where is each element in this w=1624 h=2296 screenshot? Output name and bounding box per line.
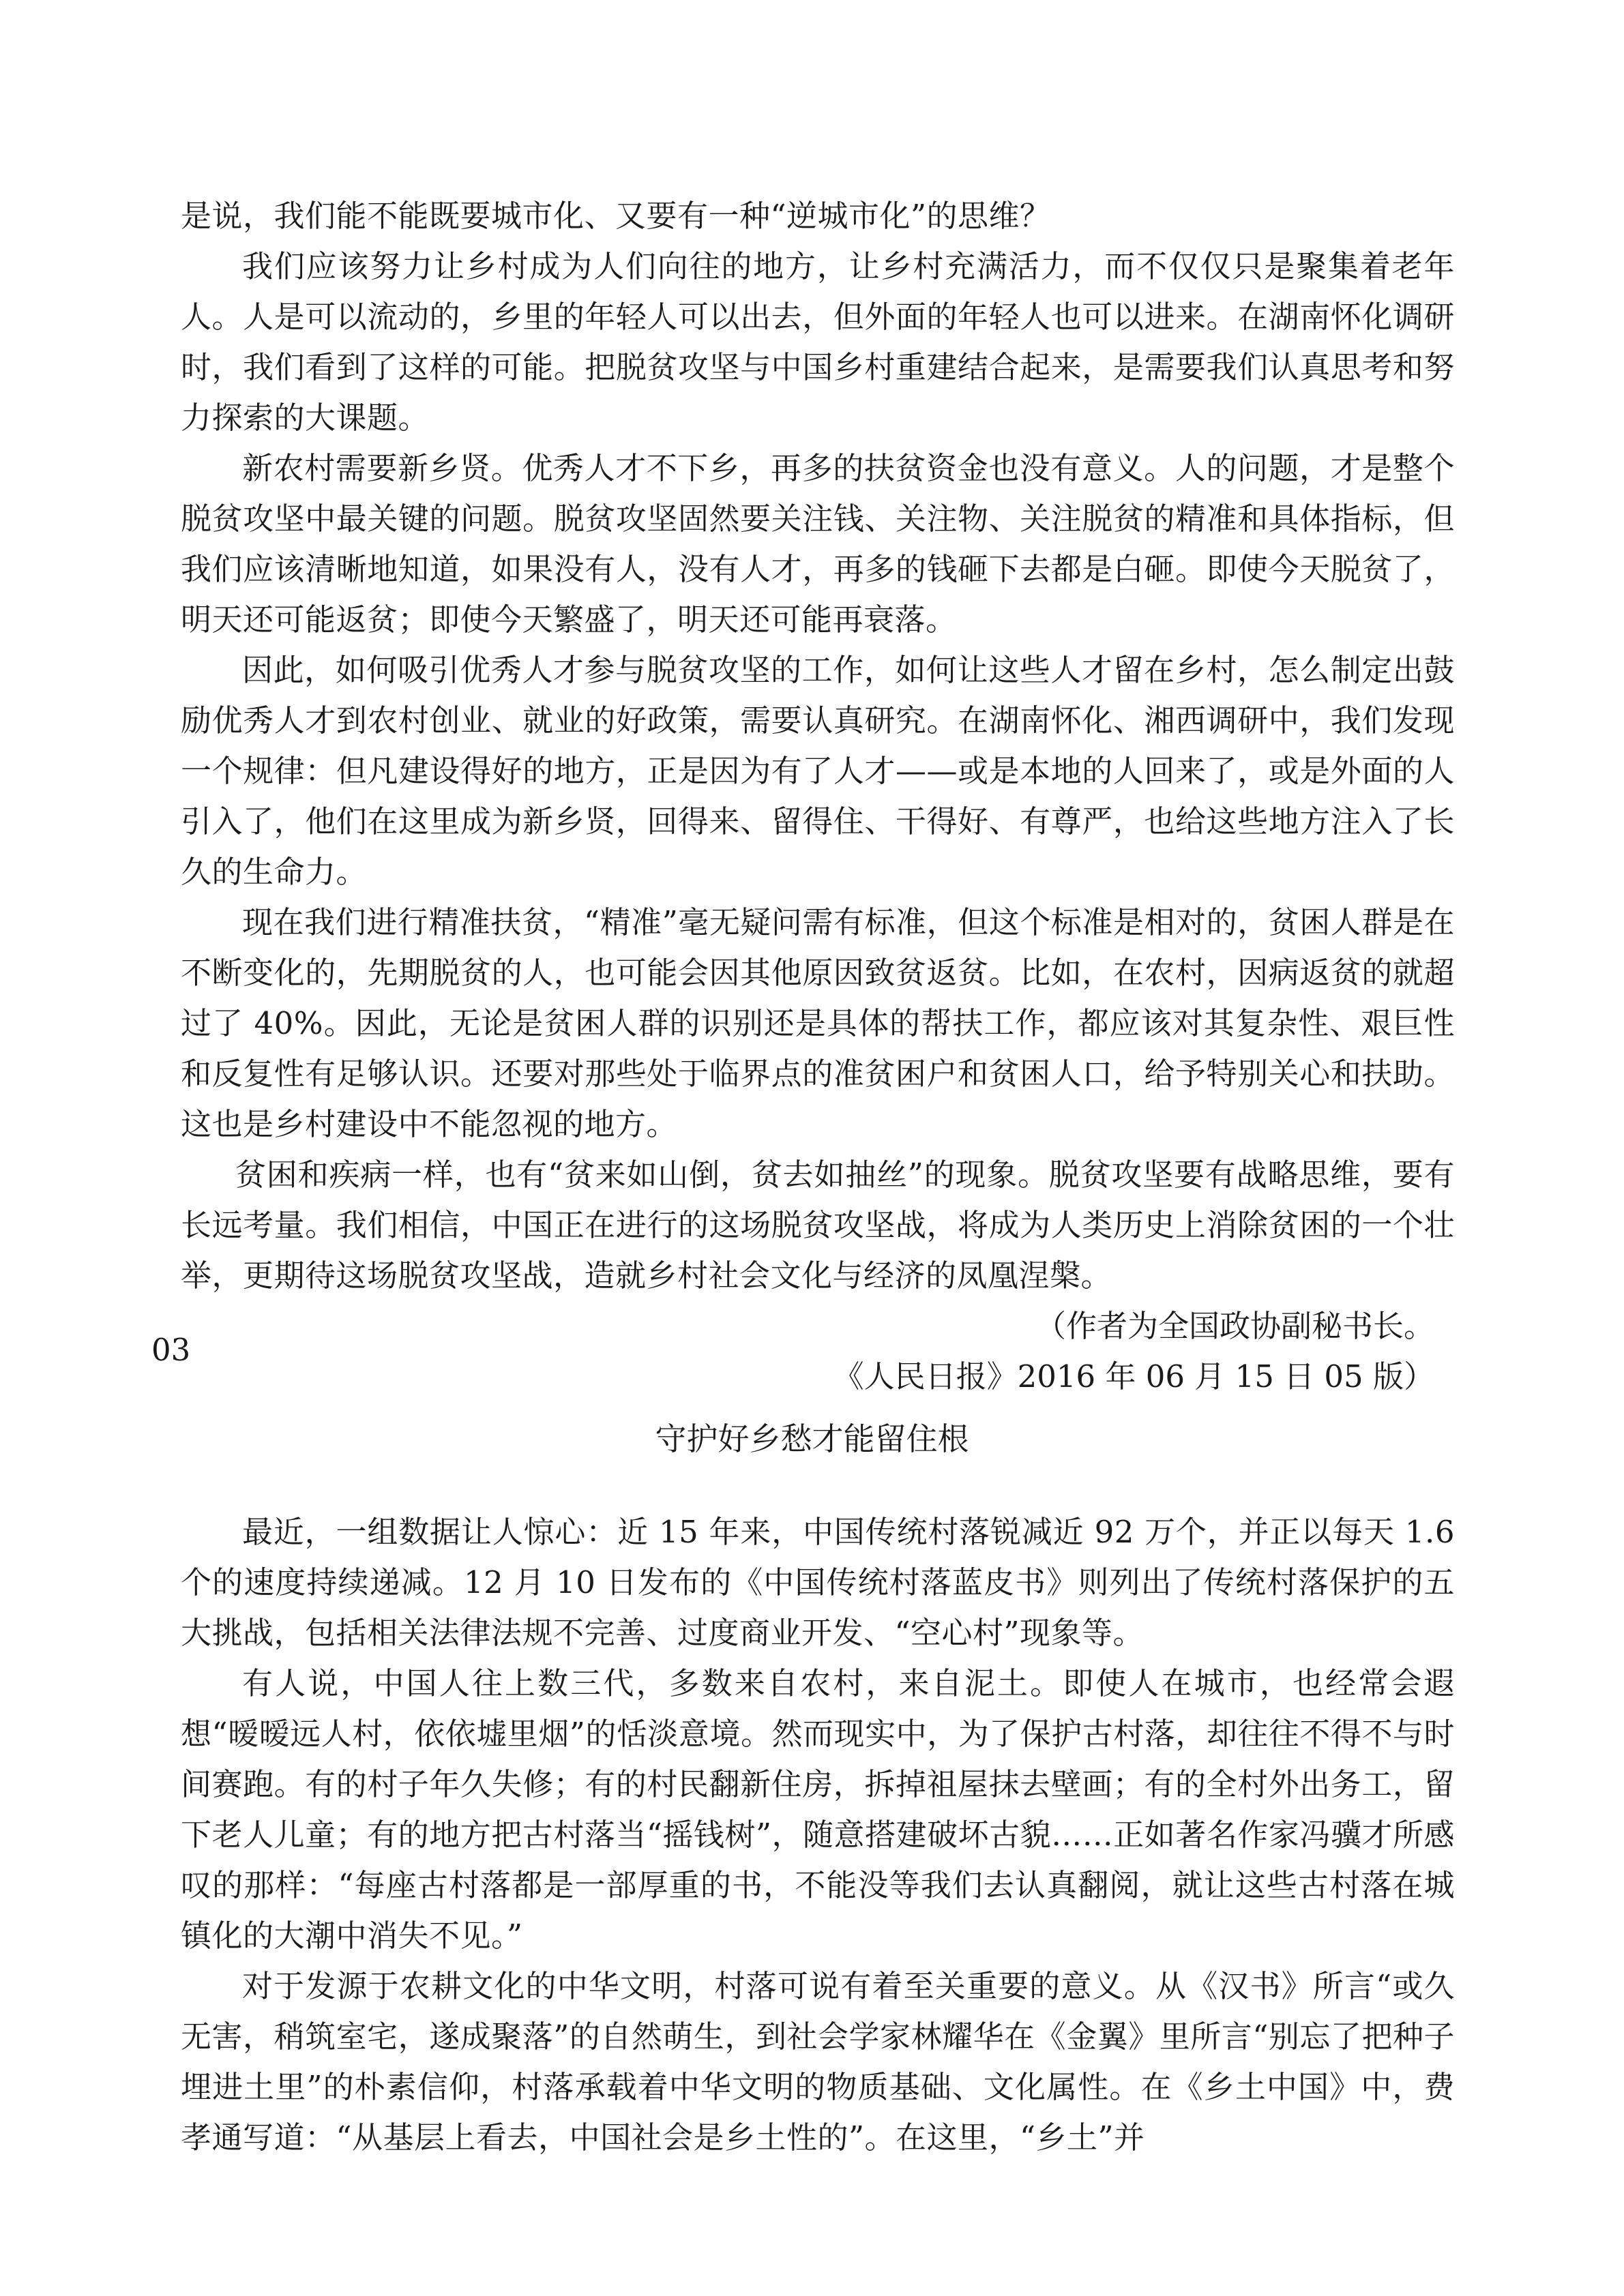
- article-1-paragraph-2: 我们应该努力让乡村成为人们向往的地方，让乡村充满活力，而不仅仅只是聚集着老年人。人是可以流动的，乡里的年轻人可以出去，但外面的年轻人也可以进来。在湖南怀化调研时，我们看到了这样的可能。把脱贫攻坚与中国乡村重建结合起来，是需要我们认真思考和努力探索的大课题。: [181, 248, 1455, 436]
- article-1-paragraph-1: 是说，我们能不能既要城市化、又要有一种“逆城市化”的思维？: [181, 198, 1051, 234]
- author-note: （作者为全国政协副秘书长。: [1035, 1308, 1434, 1344]
- section-number: 03: [151, 1332, 191, 1368]
- source-citation: 《人民日报》2016 年 06 月 15 日 05 版）: [833, 1358, 1434, 1395]
- article-1-body: [181, 191, 1455, 1402]
- article-1-paragraph-4: 因此，如何吸引优秀人才参与脱贫攻坚的工作，如何让这些人才留在乡村，怎么制定出鼓励优秀人才到农村创业、就业的好政策，需要认真研究。在湖南怀化、湘西调研中，我们发现一个规律：但凡建设得好的地方，正是因为有了人才——或是本地的人回来了，或是外面的人引入了，他们在这里成为新乡贤，回得来、留得住、干得好、有尊严，也给这些地方注入了长久的生命力。: [181, 652, 1455, 890]
- article-2-title: 守护好乡愁才能留住根: [655, 1420, 969, 1457]
- article-2-body: [181, 1507, 1455, 2163]
- article-1-paragraph-5: 现在我们进行精准扶贫，“精准”毫无疑问需有标准，但这个标准是相对的，贫困人群是在不断变化的，先期脱贫的人，也可能会因其他原因致贫返贫。比如，在农村，因病返贫的就超过了 40%。因此，无论是贫困人群的识别还是具体的帮扶工作，都应该对其复杂性、艰巨性和反复性有足够认识。还要对那些处于临界点的准贫困户和贫困人口，给予特别关心和扶助。这也是乡村建设中不能忽视的地方。: [181, 904, 1455, 1142]
- article-2-paragraph-2: 有人说，中国人往上数三代，多数来自农村，来自泥土。即使人在城市，也经常会遐想“暧暧远人村，依依墟里烟”的恬淡意境。然而现实中，为了保护古村落，却往往不得不与时间赛跑。有的村子年久失修；有的村民翻新住房，拆掉祖屋抹去壁画；有的全村外出务工，留下老人儿童；有的地方把古村落当“摇钱树”，随意搭建破坏古貌……正如著名作家冯骥才所感叹的那样：“每座古村落都是一部厚重的书，不能没等我们去认真翻阅，就让这些古村落在城镇化的大潮中消失不见。”: [181, 1665, 1455, 1954]
- article-2-paragraph-1: 最近，一组数据让人惊心：近 15 年来，中国传统村落锐减近 92 万个，并正以每天 1.6 个的速度持续递减。12 月 10 日发布的《中国传统村落蓝皮书》则列出了传统村落保护的五大挑战，包括相关法律法规不完善、过度商业开发、“空心村”现象等。: [181, 1514, 1455, 1651]
- article-1-paragraph-6: 贫困和疾病一样，也有“贫来如山倒，贫去如抽丝”的现象。脱贫攻坚要有战略思维，要有长远考量。我们相信，中国正在进行的这场脱贫攻坚战，将成为人类历史上消除贫困的一个壮举，更期待这场脱贫攻坚战，造就乡村社会文化与经济的凤凰涅槃。: [181, 1157, 1455, 1294]
- article-1-paragraph-3: 新农村需要新乡贤。优秀人才不下乡，再多的扶贫资金也没有意义。人的问题，才是整个脱贫攻坚中最关键的问题。脱贫攻坚固然要关注钱、关注物、关注脱贫的精准和具体指标，但我们应该清晰地知道，如果没有人，没有人才，再多的钱砸下去都是白砸。即使今天脱贫了，明天还可能返贫；即使今天繁盛了，明天还可能再衰落。: [181, 450, 1455, 638]
- article-2-paragraph-3: 对于发源于农耕文化的中华文明，村落可说有着至关重要的意义。从《汉书》所言“或久无害，稍筑室宅，遂成聚落”的自然萌生，到社会学家林耀华在《金翼》里所言“别忘了把种子埋进土里”的朴素信仰，村落承载着中华文明的物质基础、文化属性。在《乡土中国》中，费孝通写道：“从基层上看去，中国社会是乡土性的”。在这里，“乡土”并: [181, 1968, 1455, 2156]
